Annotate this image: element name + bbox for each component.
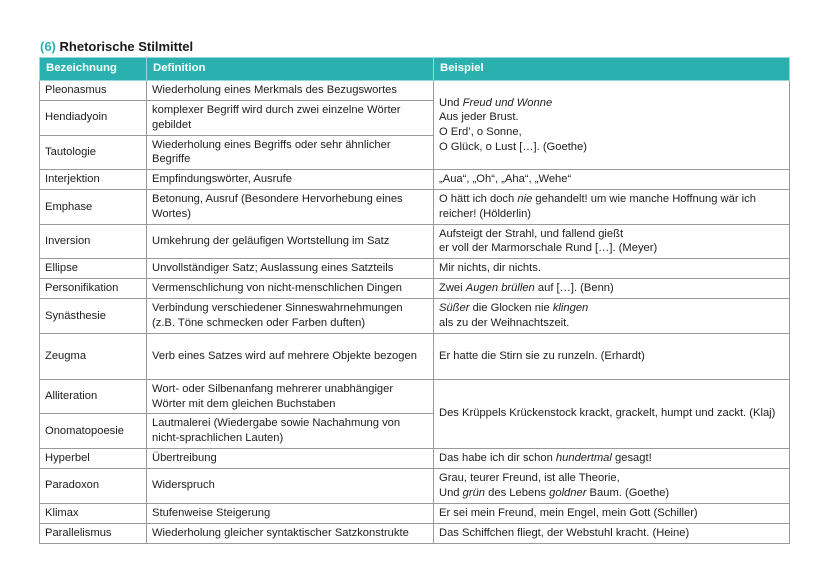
table-header-row [40,58,790,81]
cell-definition: Betonung, Ausruf (Besondere Hervorhebung eines Wortes) [147,190,434,225]
cell-example [434,468,790,503]
example-italic: Freud und Wonne [462,96,553,109]
example-italic: goldner [549,486,587,499]
cell-example [434,299,790,334]
cell-example-group1 [434,81,790,170]
section-number: (6) [40,39,56,54]
cell-name: Parallelismus [40,523,147,543]
table-row [40,448,790,468]
example-text: Und [439,96,463,109]
example-text: O hätt ich doch [439,193,518,206]
cell-example: Er sei mein Freund, mein Engel, mein Gott (Schiller) [434,503,790,523]
cell-definition: Wiederholung eines Begriffs oder sehr ähnlicher Begriffe [147,135,434,170]
example-text: die Glocken nie [469,302,553,315]
table-row [40,333,790,379]
cell-example: „Aua“, „Oh“, „Aha“, „Wehe“ [434,170,790,190]
table-row [40,170,790,190]
cell-name: Personifikation [40,279,147,299]
example-text: Das habe ich dir schon [439,452,556,465]
example-line: Aufsteigt der Strahl, und fallend gießt [439,227,624,240]
example-italic: klingen [552,302,589,315]
cell-definition: Verb eines Satzes wird auf mehrere Objekte bezogen [147,333,434,379]
table-row [40,379,790,414]
cell-example [434,190,790,225]
example-line: O Erd’, o Sonne, [439,126,522,139]
example-italic: nie [517,193,533,206]
cell-name: Paradoxon [40,468,147,503]
cell-definition: Vermenschlichung von nicht-menschlichen Dingen [147,279,434,299]
cell-example: Er hatte die Stirn sie zu runzeln. (Erhardt) [434,333,790,379]
cell-name: Onomatopoesie [40,414,147,449]
cell-name: Interjektion [40,170,147,190]
example-line: er voll der Marmorschale Rund […]. (Meyer) [439,242,658,255]
example-line: als zu der Weihnachtszeit. [439,317,570,330]
cell-name: Synästhesie [40,299,147,334]
cell-name: Klimax [40,503,147,523]
cell-example: Mir nichts, dir nichts. [434,259,790,279]
example-italic: grün [462,486,486,499]
cell-example [434,448,790,468]
example-text: auf […]. (Benn) [534,282,614,295]
example-line: Aus jeder Brust. [439,111,519,124]
cell-name: Emphase [40,190,147,225]
cell-name: Hendiadyoin [40,101,147,136]
section-title [40,39,193,54]
cell-definition: komplexer Begriff wird durch zwei einzelne Wörter gebildet [147,101,434,136]
example-text: Baum. (Goethe) [586,486,670,499]
example-line: O Glück, o Lust […]. (Goethe) [439,140,587,153]
cell-example-group2: Des Krüppels Krückenstock krackt, grackelt, humpt und zackt. (Klaj) [434,379,790,448]
cell-name: Tautologie [40,135,147,170]
example-italic: Augen brüllen [465,282,535,295]
example-text: gehandelt! um wie manche Hoffnung wär ich reicher! (Hölderlin) [439,193,756,220]
cell-example [434,224,790,259]
cell-name: Hyperbel [40,448,147,468]
cell-definition: Wiederholung eines Merkmals des Bezugswortes [147,81,434,101]
cell-name: Pleonasmus [40,81,147,101]
example-italic: hundertmal [555,452,612,465]
header-name: Bezeichnung [40,58,147,81]
table-row [40,503,790,523]
cell-definition: Unvollständiger Satz; Auslassung eines Satzteils [147,259,434,279]
table-row [40,259,790,279]
table-row [40,523,790,543]
table-row [40,468,790,503]
cell-definition: Wiederholung gleicher syntaktischer Satzkonstrukte [147,523,434,543]
cell-definition: Widerspruch [147,468,434,503]
cell-definition: Übertreibung [147,448,434,468]
table-row [40,190,790,225]
table-row [40,279,790,299]
header-definition: Definition [147,58,434,81]
cell-definition: Umkehrung der geläufigen Wortstellung im Satz [147,224,434,259]
example-text: des Lebens [485,486,550,499]
cell-definition: Lautmalerei (Wiedergabe sowie Nachahmung von nicht-sprachlichen Lauten) [147,414,434,449]
section-title-text: Rhetorische Stilmittel [59,39,194,54]
cell-example: Das Schiffchen fliegt, der Webstuhl kracht. (Heine) [434,523,790,543]
table-row [40,81,790,101]
cell-example [434,279,790,299]
cell-definition: Empfindungswörter, Ausrufe [147,170,434,190]
example-italic: Süßer [439,302,470,315]
example-line: Grau, teurer Freund, ist alle Theorie, [439,471,620,484]
cell-name: Inversion [40,224,147,259]
stilmittel-table [39,57,790,544]
table-row [40,299,790,334]
table-row [40,224,790,259]
cell-name: Ellipse [40,259,147,279]
header-example: Beispiel [434,58,790,81]
cell-name: Zeugma [40,333,147,379]
example-text: gesagt! [611,452,652,465]
example-text: Und [439,486,463,499]
cell-name: Alliteration [40,379,147,414]
cell-definition: Stufenweise Steigerung [147,503,434,523]
cell-definition: Verbindung verschiedener Sinneswahrnehmungen (z.B. Töne schmecken oder Farben duften) [147,299,434,334]
example-text: Zwei [439,282,466,295]
cell-definition: Wort- oder Silbenanfang mehrerer unabhängiger Wörter mit dem gleichen Buchstaben [147,379,434,414]
